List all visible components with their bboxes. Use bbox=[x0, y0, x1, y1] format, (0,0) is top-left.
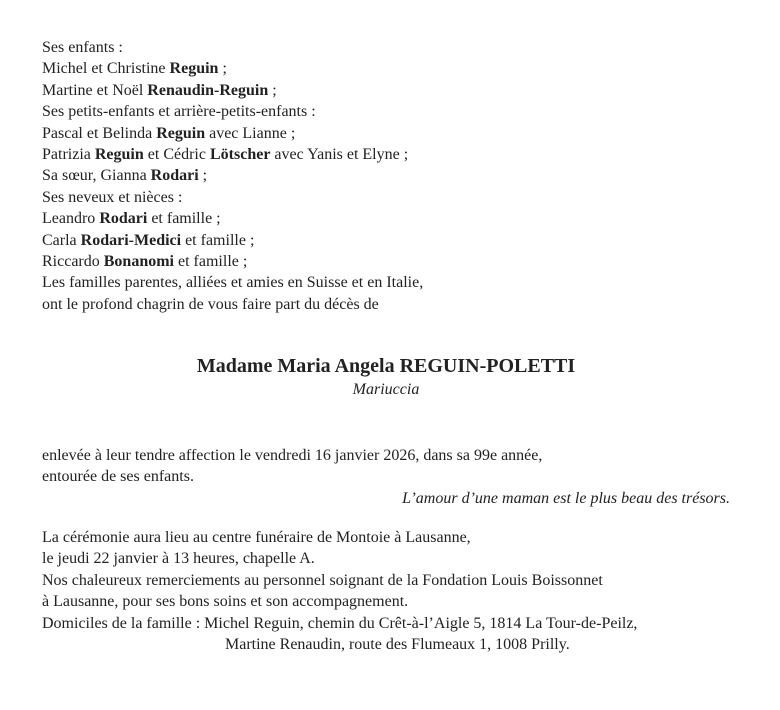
family-name-bold: Renaudin-Reguin bbox=[147, 81, 269, 99]
family-line-text: ; bbox=[218, 60, 227, 78]
family-line-text: Martine et Noël bbox=[42, 81, 148, 99]
family-line-text: Michel et Christine bbox=[42, 60, 170, 78]
deceased-nickname: Mariuccia bbox=[352, 381, 420, 399]
family-line-text: Ses petits-enfants et arrière-petits-enfants : bbox=[42, 103, 316, 121]
family-line bbox=[42, 272, 730, 293]
family-line-text: Ses neveux et nièces : bbox=[42, 188, 183, 206]
ceremony-line-2: le jeudi 22 janvier à 13 heures, chapelle A. bbox=[42, 550, 315, 568]
family-line-text: Pascal et Belinda bbox=[42, 124, 157, 142]
family-intro-list bbox=[42, 37, 730, 315]
family-line-text: ; bbox=[268, 81, 277, 99]
family-line-text: et famille ; bbox=[181, 231, 255, 249]
family-line-text: Sa sœur, Gianna bbox=[42, 167, 151, 185]
family-name-bold: Bonanomi bbox=[103, 253, 174, 271]
address-line-2: Martine Renaudin, route des Flumeaux 1, 1008 Prilly. bbox=[225, 635, 570, 653]
family-line-text: Les familles parentes, alliées et amies en Suisse et en Italie, bbox=[42, 274, 424, 292]
family-line-text: et famille ; bbox=[174, 253, 248, 271]
family-line bbox=[42, 165, 730, 186]
family-line-text: Riccardo bbox=[42, 253, 104, 271]
death-line-1: enlevée à leur tendre affection le vendredi 16 janvier 2026, dans sa 99e année, bbox=[42, 446, 543, 464]
family-name-bold: Reguin bbox=[169, 60, 219, 78]
ceremony-line-3: Nos chaleureux remerciements au personnel soignant de la Fondation Louis Boissonnet bbox=[42, 571, 603, 589]
family-line-text: Patrizia bbox=[42, 146, 95, 164]
death-paragraph bbox=[42, 445, 730, 488]
ceremony-line-4: à Lausanne, pour ses bons soins et son accompagnement. bbox=[42, 593, 409, 611]
family-line-text: avec Yanis et Elyne ; bbox=[270, 146, 409, 164]
family-line-text: Carla bbox=[42, 231, 81, 249]
family-line-text: avec Lianne ; bbox=[205, 124, 296, 142]
family-name-bold: Rodari bbox=[150, 167, 199, 185]
family-line bbox=[42, 251, 730, 272]
family-line-text: ; bbox=[198, 167, 208, 185]
family-name-bold: Rodari bbox=[99, 210, 148, 228]
family-line bbox=[42, 187, 730, 208]
family-line-text: Ses enfants : bbox=[42, 39, 123, 56]
family-line-text: ont le profond chagrin de vous faire part du décès de bbox=[42, 295, 379, 313]
family-line bbox=[42, 230, 730, 251]
deceased-name: Madame Maria Angela REGUIN-POLETTI bbox=[196, 355, 576, 378]
family-line bbox=[42, 123, 730, 144]
family-line-text: et famille ; bbox=[147, 210, 221, 228]
ceremony-paragraph bbox=[42, 527, 730, 655]
ceremony-line-1: La cérémonie aura lieu au centre funéraire de Montoie à Lausanne, bbox=[42, 528, 471, 546]
memorial-quote: L’amour d’une maman est le plus beau des trésors. bbox=[402, 489, 730, 507]
family-line-text: et Cédric bbox=[143, 146, 210, 164]
family-line bbox=[42, 58, 730, 79]
family-name-bold: Reguin bbox=[156, 124, 206, 142]
family-line bbox=[42, 208, 730, 229]
family-name-bold: Lötscher bbox=[209, 146, 271, 164]
family-line bbox=[42, 80, 730, 101]
family-line bbox=[42, 101, 730, 122]
family-line bbox=[42, 144, 730, 165]
family-line bbox=[42, 294, 730, 315]
family-name-bold: Reguin bbox=[94, 146, 144, 164]
ceremony-line-5: Domiciles de la famille : Michel Reguin, chemin du Crêt-à-l’Aigle 5, 1814 La Tour-de-Peilz, bbox=[42, 614, 638, 632]
family-line-text: Leandro bbox=[42, 210, 100, 228]
family-line bbox=[42, 37, 730, 58]
family-name-bold: Rodari-Medici bbox=[80, 231, 182, 249]
death-line-2: entourée de ses enfants. bbox=[42, 468, 194, 486]
